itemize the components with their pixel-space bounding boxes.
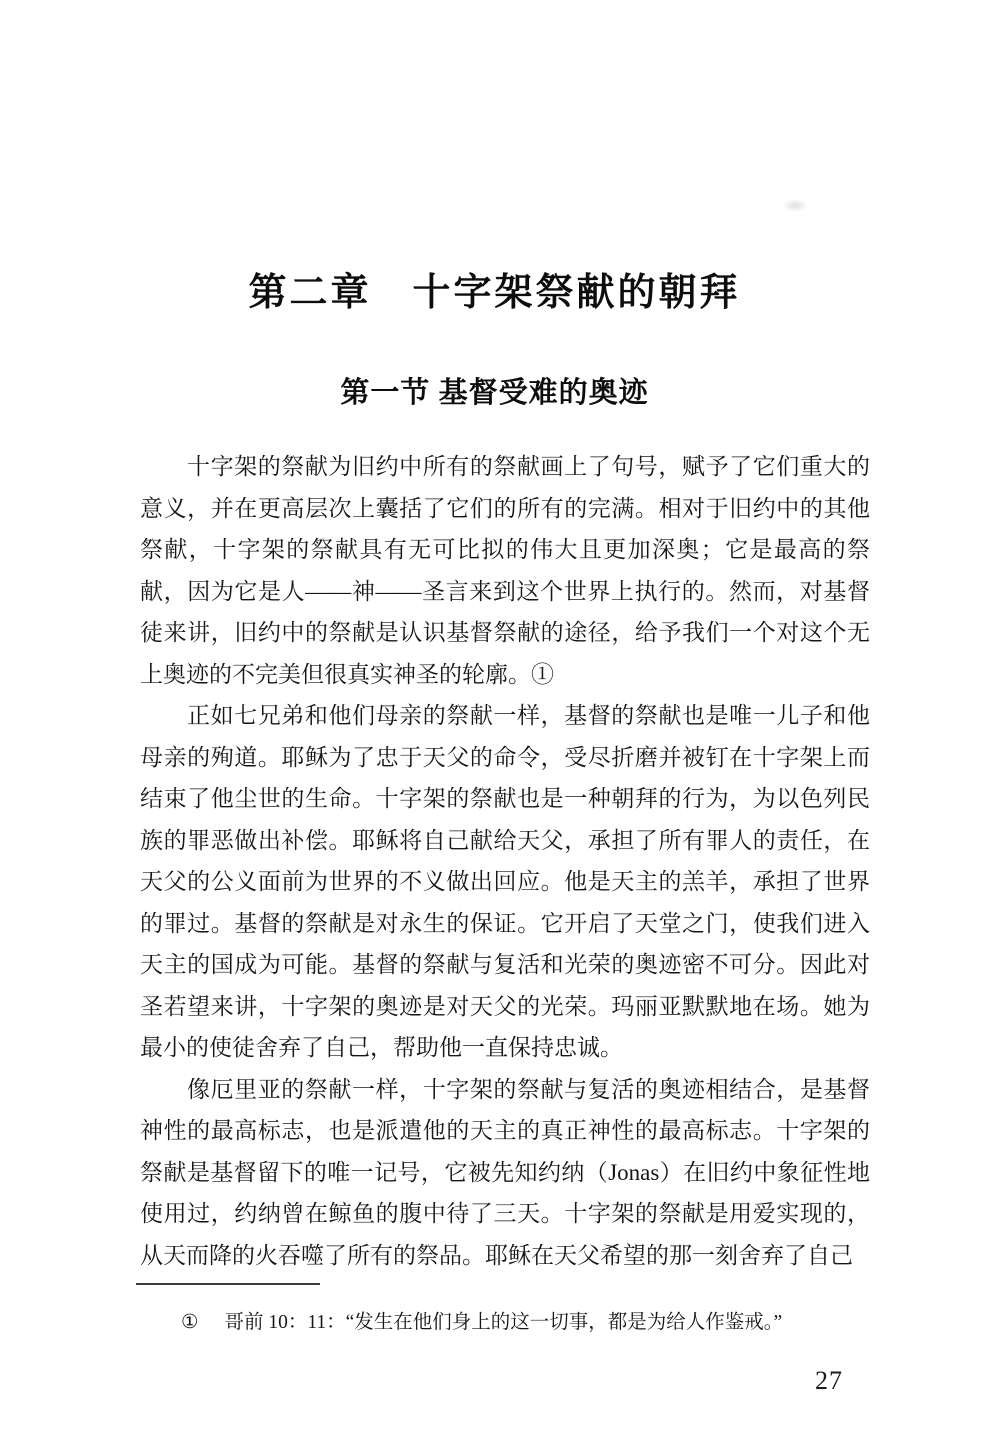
paragraph [140,1069,870,1277]
text-line: 最小的使徒舍弃了自己，帮助他一直保持忠诚。 [140,1035,623,1060]
chapter-title: 第二章 十字架祭献的朝拜 [248,272,741,314]
text-line: 结束了他尘世的生命。十字架的祭献也是一种朝拜的行为，为以色列民 [140,786,870,811]
text-line: 使用过，约纳曾在鲸鱼的腹中待了三天。十字架的祭献是用爱实现的， [140,1201,870,1226]
body-text [140,446,870,1276]
text-line: 从天而降的火吞噬了所有的祭品。耶稣在天父希望的那一刻舍弃了自己 [140,1242,853,1268]
text-line: 献，因为它是人——神——圣言来到这个世界上执行的。然而，对基督 [140,578,870,604]
scan-smudge-artifact [783,199,807,212]
text-line: 族的罪恶做出补偿。耶稣将自己献给天父，承担了所有罪人的责任，在 [140,827,870,853]
text-line: 天主的国成为可能。基督的祭献与复活和光荣的奥迹密不可分。因此对 [140,952,870,977]
text-line: 神性的最高标志，也是派遣他的天主的真正神性的最高标志。十字架的 [140,1118,870,1143]
paragraph [140,446,870,695]
text-line: 祭献是基督留下的唯一记号，它被先知约纳（Jonas）在旧约中象征性地 [140,1159,870,1185]
text-line: 徒来讲，旧约中的祭献是认识基督祭献的途径，给予我们一个对这个无 [140,620,870,645]
text-line: 意义，并在更高层次上囊括了它们的所有的完满。相对于旧约中的其他 [140,495,870,521]
text-line: 正如七兄弟和他们母亲的祭献一样，基督的祭献也是唯一儿子和他 [187,703,870,728]
text-line: 天父的公义面前为世界的不义做出回应。他是天主的羔羊，承担了世界 [140,869,870,894]
text-line: 圣若望来讲，十字架的奥迹是对天父的光荣。玛丽亚默默地在场。她为 [140,993,870,1019]
text-line: 的罪过。基督的祭献是对永生的保证。它开启了天堂之门，使我们进入 [140,910,870,936]
footnote-text: 哥前 10：11：“发生在他们身上的这一切事，都是为给人作鉴戒。” [224,1312,783,1333]
paragraph [140,695,870,1069]
footnote [181,1309,881,1337]
page-number: 27 [815,1366,843,1395]
text-line: 母亲的殉道。耶稣为了忠于天父的命令，受尽折磨并被钉在十字架上而 [140,744,870,770]
text-line: 像厄里亚的祭献一样，十字架的祭献与复活的奥迹相结合，是基督 [187,1076,870,1102]
section-title: 第一节 基督受难的奥迹 [340,377,649,409]
text-line: 祭献，十字架的祭献具有无可比拟的伟大且更加深奥；它是最高的祭 [140,537,870,562]
text-line: 上奥迹的不完美但很真实神圣的轮廓。① [140,661,554,687]
text-line: 十字架的祭献为旧约中所有的祭献画上了句号，赋予了它们重大的 [187,454,870,479]
footnote-divider [136,1283,320,1285]
footnote-marker: ① [181,1312,199,1333]
